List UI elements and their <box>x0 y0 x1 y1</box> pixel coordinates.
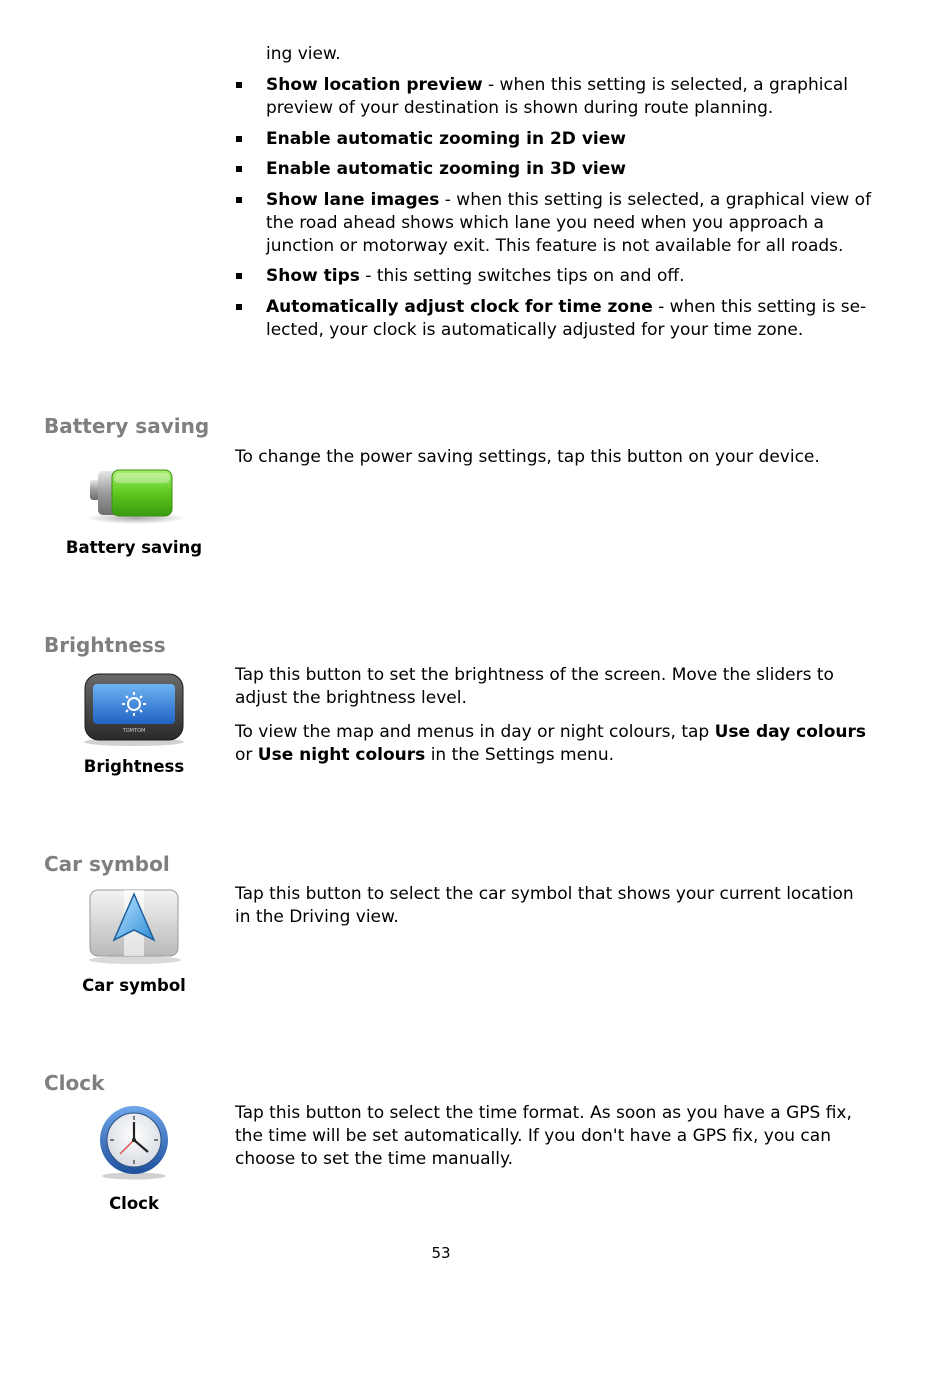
bullet-item-clock-timezone <box>266 296 866 319</box>
brightness-colours-text: To view the map and menus in day or night colours, tap <box>235 722 715 742</box>
bullet-item-zoom-3d <box>266 158 626 181</box>
bullet-text-cont: junction or motorway exit. This feature is not available for all roads. <box>266 236 844 256</box>
bullet-marker <box>236 136 242 142</box>
brightness-colours-line <box>235 721 866 744</box>
bullet-text: - when this setting is se- <box>652 297 867 317</box>
brightness-colours-line <box>235 744 614 767</box>
bullet-term: Show lane images <box>266 190 440 210</box>
bullet-item-zoom-2d <box>266 128 626 151</box>
bullet-item-location-preview <box>266 74 848 97</box>
use-day-colours-term: Use day colours <box>714 722 866 742</box>
bullet-text-cont: preview of your destination is shown during route planning. <box>266 98 774 118</box>
bullet-marker <box>236 304 242 310</box>
brightness-description-line: Tap this button to set the brightness of the screen. Move the sliders to <box>235 665 834 685</box>
bullet-term: Enable automatic zooming in 2D view <box>266 129 626 149</box>
bullet-text-cont: lected, your clock is automatically adjusted for your time zone. <box>266 320 804 340</box>
car-symbol-description-line: in the Driving view. <box>235 907 399 927</box>
bullet-item-show-tips <box>266 265 685 288</box>
bullet-term: Enable automatic zooming in 3D view <box>266 159 626 179</box>
bullet-text: - when this setting is selected, a graphical <box>482 75 848 95</box>
car-symbol-description-line: Tap this button to select the car symbol that shows your current location <box>235 884 854 904</box>
section-heading-car-symbol: Car symbol <box>44 852 170 876</box>
battery-saving-caption: Battery saving <box>65 538 203 557</box>
clock-icon[interactable] <box>96 1104 172 1180</box>
page-number: 53 <box>431 1244 451 1262</box>
brightness-description-line: adjust the brightness level. <box>235 688 467 708</box>
clock-caption: Clock <box>109 1194 159 1213</box>
bullet-text: - this setting switches tips on and off. <box>359 266 685 286</box>
bullet-marker <box>236 273 242 279</box>
clock-description-line: Tap this button to select the time format. As soon as you have a GPS fix, <box>235 1103 852 1123</box>
bullet-term: Automatically adjust clock for time zone <box>266 297 653 317</box>
brightness-device-icon[interactable] <box>80 672 188 746</box>
section-heading-brightness: Brightness <box>44 633 166 657</box>
section-heading-battery: Battery saving <box>44 414 210 438</box>
brightness-caption: Brightness <box>83 757 185 776</box>
device-brand-text: TOMTOM <box>122 728 146 734</box>
clock-description-line: the time will be set automatically. If you don't have a GPS fix, you can <box>235 1126 831 1146</box>
car-arrow-icon[interactable] <box>86 888 184 964</box>
car-symbol-caption: Car symbol <box>82 976 186 995</box>
battery-icon[interactable] <box>84 466 194 526</box>
bullet-text: - when this setting is selected, a graphical view of <box>439 190 872 210</box>
use-night-colours-term: Use night colours <box>257 745 426 765</box>
section-heading-clock: Clock <box>44 1071 105 1095</box>
brightness-colours-text: in the Settings menu. <box>425 745 615 765</box>
bullet-marker <box>236 197 242 203</box>
bullet-term: Show tips <box>266 266 360 286</box>
brightness-colours-text: or <box>235 745 258 765</box>
bullet-item-lane-images <box>266 189 871 212</box>
bullet-term: Show location preview <box>266 75 483 95</box>
clock-description-line: choose to set the time manually. <box>235 1149 514 1169</box>
battery-description: To change the power saving settings, tap this button on your device. <box>235 447 820 467</box>
bullet-marker <box>236 166 242 172</box>
bullet-text-cont: the road ahead shows which lane you need when you approach a <box>266 213 824 233</box>
intro-continuation: ing view. <box>266 44 341 64</box>
bullet-marker <box>236 82 242 88</box>
